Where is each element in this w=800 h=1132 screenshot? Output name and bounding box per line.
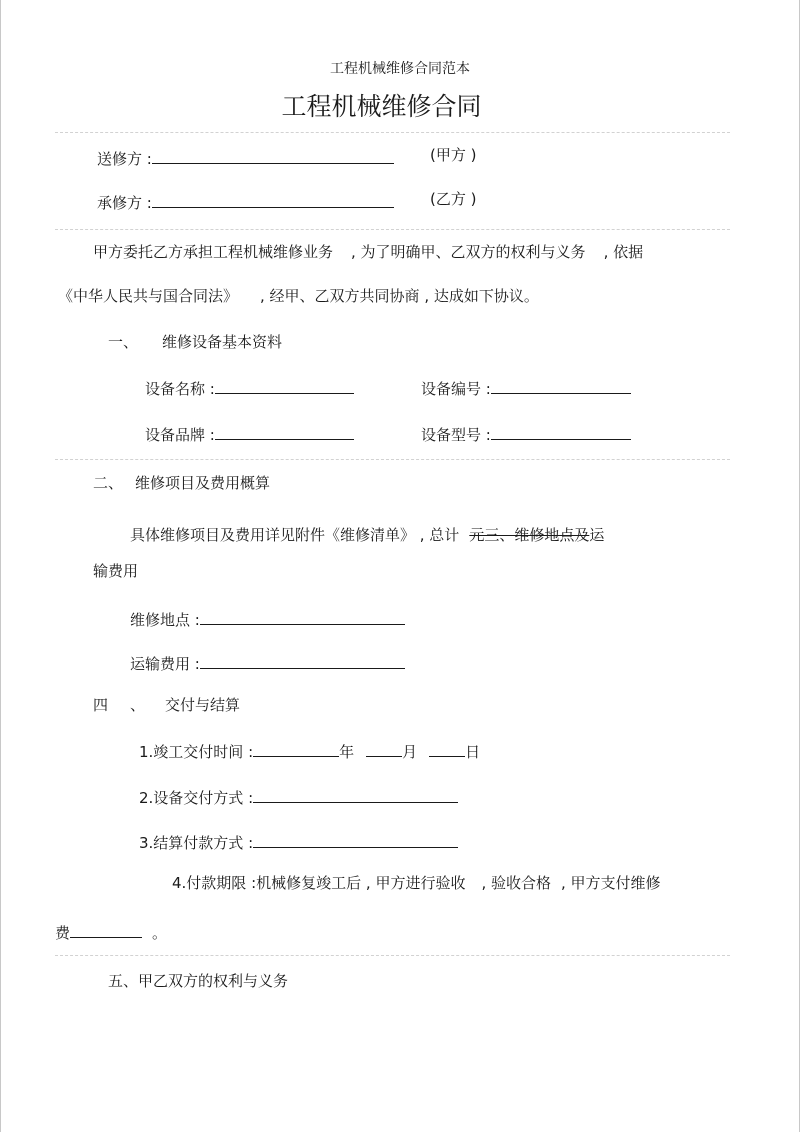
equipment-name-blank[interactable] <box>215 378 354 394</box>
equipment-model-blank[interactable] <box>491 424 631 440</box>
transport-row: 运输费用 : <box>130 653 405 672</box>
sender-label: 送修方 : <box>97 150 152 168</box>
document-main-title: 工程机械维修合同 <box>281 92 482 121</box>
transport-blank[interactable] <box>200 653 405 669</box>
repairer-row <box>97 192 394 211</box>
equipment-brand-row: 设备品牌 : <box>145 424 354 443</box>
repairer-blank[interactable] <box>152 192 394 208</box>
equipment-model-row: 设备型号 : <box>421 424 631 443</box>
completion-month-blank[interactable] <box>366 741 402 757</box>
separator <box>55 459 730 460</box>
payment-term-line: 4.付款期限 :机械修复竣工后 , 甲方进行验收 , 验收合格 , 甲方支付维修 <box>172 874 661 892</box>
sender-role: (甲方 ) <box>430 146 477 164</box>
delivery-method-blank[interactable] <box>253 787 458 803</box>
fee-blank[interactable] <box>70 922 142 938</box>
section-2-line-2: 输费用 <box>93 562 139 580</box>
section-2-line-1: 具体维修项目及费用详见附件《维修清单》 , 总计 元三、维修地点及运 <box>130 526 605 544</box>
equipment-brand-blank[interactable] <box>215 424 354 440</box>
document-small-title: 工程机械维修合同范本 <box>330 61 470 77</box>
struck-text: 元三、维修地点及 <box>469 526 590 544</box>
location-blank[interactable] <box>200 609 405 625</box>
payment-method-row: 3.结算付款方式 : <box>139 832 458 851</box>
repairer-role: (乙方 ) <box>430 190 477 208</box>
repairer-label: 承修方 : <box>97 194 152 212</box>
payment-method-blank[interactable] <box>253 832 458 848</box>
equipment-number-row: 设备编号 : <box>421 378 631 397</box>
intro-line-1: 甲方委托乙方承担工程机械维修业务 , 为了明确甲、乙双方的权利与义务 , 依据 <box>93 243 644 261</box>
delivery-method-row: 2.设备交付方式 : <box>139 787 458 806</box>
completion-time-row: 1.竣工交付时间 : 年 月 日 <box>139 743 481 761</box>
intro-line-2: 《中华人民共与国合同法》 , 经甲、乙双方共同协商 , 达成如下协议。 <box>58 287 539 305</box>
separator <box>55 132 730 133</box>
sender-blank[interactable] <box>152 148 394 164</box>
equipment-number-blank[interactable] <box>491 378 631 394</box>
equipment-name-row: 设备名称 : <box>145 378 354 397</box>
section-5-heading: 五、甲乙双方的权利与义务 <box>108 972 289 990</box>
fee-line: 费 。 <box>55 924 168 942</box>
completion-year-blank[interactable] <box>253 741 339 757</box>
section-4-heading: 四 、 交付与结算 <box>93 696 241 714</box>
sender-row <box>97 148 394 167</box>
separator <box>55 955 730 956</box>
location-row: 维修地点 : <box>130 609 405 628</box>
completion-day-blank[interactable] <box>429 741 465 757</box>
section-1-heading: 一、 维修设备基本资料 <box>108 333 283 351</box>
section-2-heading: 二、 维修项目及费用概算 <box>93 474 271 492</box>
separator <box>55 229 730 230</box>
